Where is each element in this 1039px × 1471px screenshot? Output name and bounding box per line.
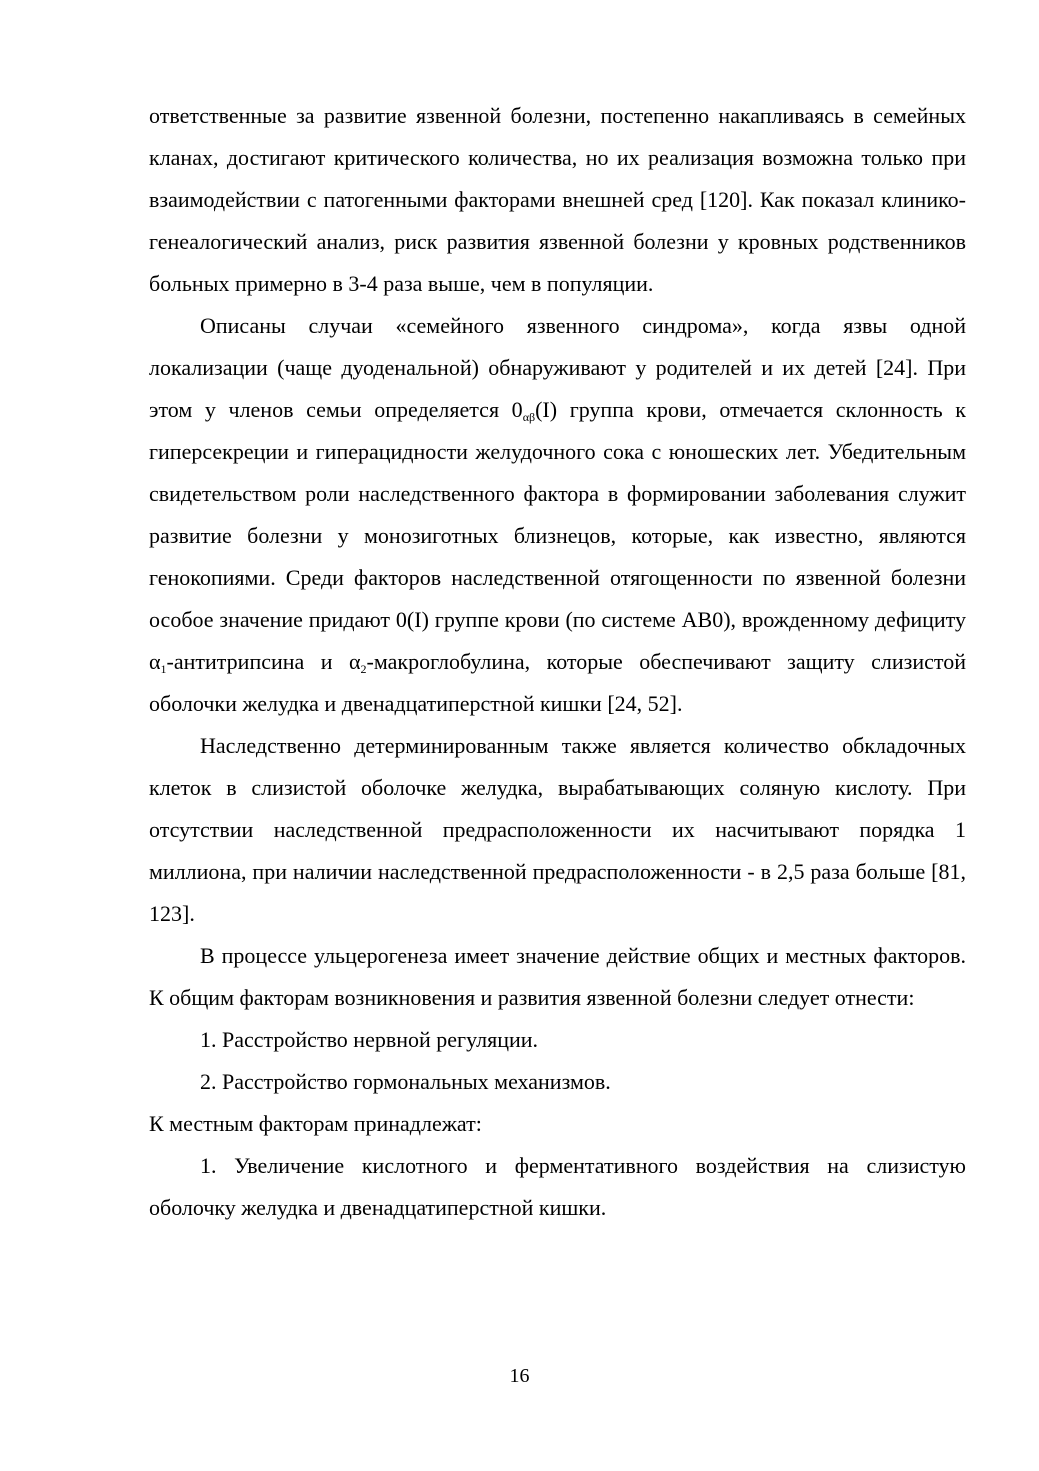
subscript-1: 1 — [160, 662, 167, 676]
text-span: -макроглобулина, которые обеспечивают защиту слизистой оболочки желудка и двенадцатиперстной кишки [24, 52]. — [149, 649, 966, 716]
paragraph-heredity-risk: ответственные за развитие язвенной болезни, постепенно накапливаясь в семейных кланах, достигают критического количества, но их реализация возможна только при взаимодействии с патогенными факторами внешней сред [120]. Как показал клинико-генеалогический анализ, риск развития язвенной болезни у кровных родственников больных примерно в 3-4 раза выше, чем в популяции. — [149, 103, 966, 296]
subscript-alpha-beta: αβ — [522, 410, 536, 424]
paragraph-ulcerogenesis-factors: В процессе ульцерогенеза имеет значение действие общих и местных факторов. К общим факторам возникновения и развития язвенной болезни следует отнести: — [149, 943, 966, 1010]
paragraph-parietal-cells: Наследственно детерминированным также является количество обкладочных клеток в слизистой оболочке желудка, вырабатывающих соляную кислоту. При отсутствии наследственной предрасположенности их насчитывают порядка 1 миллиона, при наличии наследственной предрасположенности - в 2,5 раза больше [81, 123]. — [149, 733, 966, 926]
text-span: (I) группа крови, отмечается склонность к гиперсекреции и гиперацидности желудочного сока с юношеских лет. Убедительным свидетельством роли наследственного фактора в формировании заболевания служит развитие болезни у монозиготных близнецов, которые, как известно, являются генокопиями. Среди факторов наследственной отягощенности по язвенной болезни особое значение придают 0(I) группе крови (по системе АВ0), врожденному дефициту α — [149, 397, 966, 674]
text-span: Описаны случаи «семейного язвенного синдрома», когда язвы одной локализации (чаще дуоденальной) обнаруживают у родителей и их детей [24]. При этом у членов семьи определяется 0 — [149, 313, 966, 422]
subscript-2: 2 — [360, 662, 367, 676]
list-item-local-1: 1. Увеличение кислотного и ферментативного воздействия на слизистую оболочку желудка и двенадцатиперстной кишки. — [149, 1153, 966, 1220]
paragraph-local-factors-heading: К местным факторам принадлежат: — [149, 1111, 482, 1136]
list-item-general-1: 1. Расстройство нервной регуляции. — [200, 1027, 539, 1052]
paragraph-family-ulcer-syndrome — [149, 305, 966, 725]
text-span: -антитрипсина и α — [166, 649, 361, 674]
body-text — [149, 95, 966, 1229]
list-item-general-2: 2. Расстройство гормональных механизмов. — [200, 1069, 611, 1094]
page-number: 16 — [509, 1365, 530, 1387]
